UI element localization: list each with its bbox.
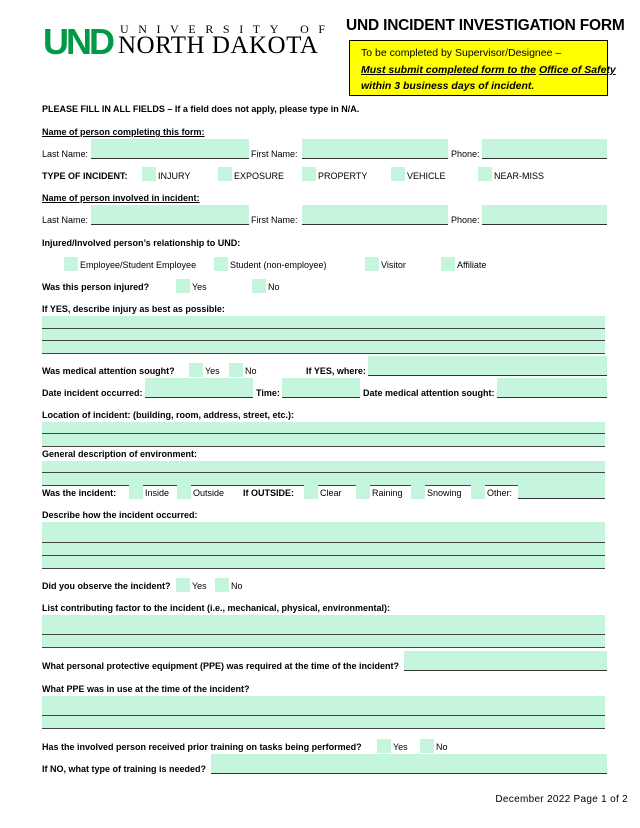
ppe-used-label: What PPE was in use at the time of the incident? — [42, 684, 250, 694]
involved-first-name-field[interactable] — [302, 205, 448, 225]
factors-line-1 — [42, 634, 605, 635]
injured-no-label: No — [268, 282, 280, 292]
involved-last-name-field[interactable] — [91, 205, 249, 225]
injured-yes-label: Yes — [192, 282, 207, 292]
completer-first-name-field[interactable] — [302, 139, 448, 159]
snowing-label: Snowing — [427, 488, 462, 498]
option-property: PROPERTY — [318, 171, 368, 181]
submission-notice — [349, 40, 616, 96]
ppe-used-line-1 — [42, 715, 605, 716]
location-field[interactable] — [42, 422, 605, 447]
logo-university-text: UNIVERSITY OF — [120, 22, 335, 36]
injured-label: Was this person injured? — [42, 282, 150, 292]
describe-line-2 — [42, 555, 605, 556]
checkbox-student[interactable] — [214, 257, 228, 271]
form-title: UND INCIDENT INVESTIGATION FORM — [346, 17, 625, 34]
observed-no-label: No — [231, 581, 243, 591]
incident-place-label: Was the incident: — [42, 488, 117, 498]
medical-yes-label: Yes — [205, 366, 220, 376]
checkbox-other[interactable] — [471, 485, 485, 499]
other-weather-field[interactable] — [518, 483, 605, 499]
incident-date-field[interactable] — [145, 378, 253, 398]
completer-first-name-label: First Name: — [251, 149, 298, 159]
option-vehicle: VEHICLE — [407, 171, 446, 181]
checkbox-injured-no[interactable] — [252, 279, 266, 293]
option-visitor: Visitor — [381, 260, 406, 270]
checkbox-raining[interactable] — [356, 485, 370, 499]
training-needed-label: If NO, what type of training is needed? — [42, 764, 207, 774]
checkbox-training-yes[interactable] — [377, 739, 391, 753]
involved-first-name-label: First Name: — [251, 215, 298, 225]
ppe-required-field[interactable] — [404, 651, 607, 671]
option-exposure: EXPOSURE — [234, 171, 285, 181]
ppe-required-label: What personal protective equipment (PPE) was required at the time of the incident? — [42, 661, 400, 671]
checkbox-injured-yes[interactable] — [176, 279, 190, 293]
medical-where-label: If YES, where: — [306, 366, 366, 376]
option-student: Student (non-employee) — [230, 260, 327, 270]
raining-label: Raining — [372, 488, 403, 498]
clear-label: Clear — [320, 488, 342, 498]
checkbox-employee[interactable] — [64, 257, 78, 271]
medical-no-label: No — [245, 366, 257, 376]
involved-last-name-label: Last Name: — [42, 215, 89, 225]
factors-label: List contributing factor to the incident (i.e., mechanical, physical, environmental): — [42, 603, 391, 613]
page-footer: December 2022 Page 1 of 2 — [495, 794, 628, 805]
completer-phone-field[interactable] — [482, 139, 607, 159]
checkbox-exposure[interactable] — [218, 167, 232, 181]
checkbox-property[interactable] — [302, 167, 316, 181]
training-label: Has the involved person received prior training on tasks being performed? — [42, 742, 362, 752]
medical-label: Was medical attention sought? — [42, 366, 175, 376]
injury-line-1 — [42, 328, 605, 329]
medical-date-label: Date medical attention sought: — [363, 388, 495, 398]
inside-label: Inside — [145, 488, 170, 498]
checkbox-inside[interactable] — [129, 485, 143, 499]
location-line-1 — [42, 433, 605, 434]
medical-date-field[interactable] — [497, 378, 607, 398]
training-yes-label: Yes — [393, 742, 408, 752]
location-line-2 — [42, 446, 605, 447]
checkbox-visitor[interactable] — [365, 257, 379, 271]
notice-line-2 — [361, 64, 616, 76]
checkbox-medical-no[interactable] — [229, 363, 243, 377]
checkbox-training-no[interactable] — [420, 739, 434, 753]
checkbox-injury[interactable] — [142, 167, 156, 181]
completer-last-name-label: Last Name: — [42, 149, 89, 159]
involved-heading: Name of person involved in incident: — [42, 193, 200, 203]
injury-line-2 — [42, 340, 605, 341]
completer-phone-label: Phone: — [451, 149, 480, 159]
checkbox-medical-yes[interactable] — [189, 363, 203, 377]
notice-line-1: To be completed by Supervisor/Designee – — [361, 47, 562, 59]
describe-field[interactable] — [42, 522, 605, 569]
incident-time-label: Time: — [256, 388, 280, 398]
involved-phone-label: Phone: — [451, 215, 480, 225]
notice-line-3: within 3 business days of incident. — [361, 80, 535, 92]
notice-line-2b: Office of Safety — [538, 64, 616, 76]
injury-description-field[interactable] — [42, 316, 605, 354]
checkbox-affiliate[interactable] — [441, 257, 455, 271]
instructions: PLEASE FILL IN ALL FIELDS – If a field does not apply, please type in N/A. — [42, 104, 360, 114]
relationship-label: Injured/Involved person’s relationship to UND: — [42, 238, 241, 248]
option-near-miss: NEAR-MISS — [494, 171, 545, 181]
completer-last-name-field[interactable] — [91, 139, 249, 159]
ppe-used-line-2 — [42, 728, 605, 729]
environment-label: General description of environment: — [42, 449, 198, 459]
option-affiliate: Affiliate — [457, 260, 487, 270]
observed-yes-label: Yes — [192, 581, 207, 591]
involved-phone-field[interactable] — [482, 205, 607, 225]
describe-label: Describe how the incident occurred: — [42, 510, 198, 520]
environment-line-1 — [42, 472, 605, 473]
checkbox-clear[interactable] — [304, 485, 318, 499]
training-no-label: No — [436, 742, 448, 752]
factors-line-2 — [42, 647, 605, 648]
injury-description-label: If YES, describe injury as best as possible: — [42, 304, 225, 314]
factors-field[interactable] — [42, 615, 605, 648]
incident-date-label: Date incident occurred: — [42, 388, 143, 398]
checkbox-snowing[interactable] — [411, 485, 425, 499]
completer-heading: Name of person completing this form: — [42, 127, 205, 137]
training-needed-field[interactable] — [211, 754, 607, 774]
observed-label: Did you observe the incident? — [42, 581, 171, 591]
location-label: Location of incident: (building, room, address, street, etc.): — [42, 410, 295, 420]
injury-line-3 — [42, 353, 605, 354]
outside-label: Outside — [193, 488, 225, 498]
incident-type-label: TYPE OF INCIDENT: — [42, 171, 128, 181]
ppe-used-field[interactable] — [42, 696, 605, 729]
checkbox-observed-yes[interactable] — [176, 578, 190, 592]
notice-line-2a: Must submit completed form to the — [361, 64, 537, 76]
other-label: Other: — [487, 488, 513, 498]
checkbox-vehicle[interactable] — [391, 167, 405, 181]
checkbox-observed-no[interactable] — [215, 578, 229, 592]
logo-north-dakota-text: NORTH DAKOTA — [118, 32, 319, 59]
incident-time-field[interactable] — [282, 378, 360, 398]
checkbox-near-miss[interactable] — [478, 167, 492, 181]
option-employee: Employee/Student Employee — [80, 260, 197, 270]
checkbox-outside[interactable] — [177, 485, 191, 499]
option-injury: INJURY — [158, 171, 191, 181]
describe-line-3 — [42, 568, 605, 569]
medical-where-field[interactable] — [368, 356, 607, 376]
if-outside-label: If OUTSIDE: — [243, 488, 294, 498]
describe-line-1 — [42, 542, 605, 543]
und-logo-mark: UND — [43, 21, 112, 62]
